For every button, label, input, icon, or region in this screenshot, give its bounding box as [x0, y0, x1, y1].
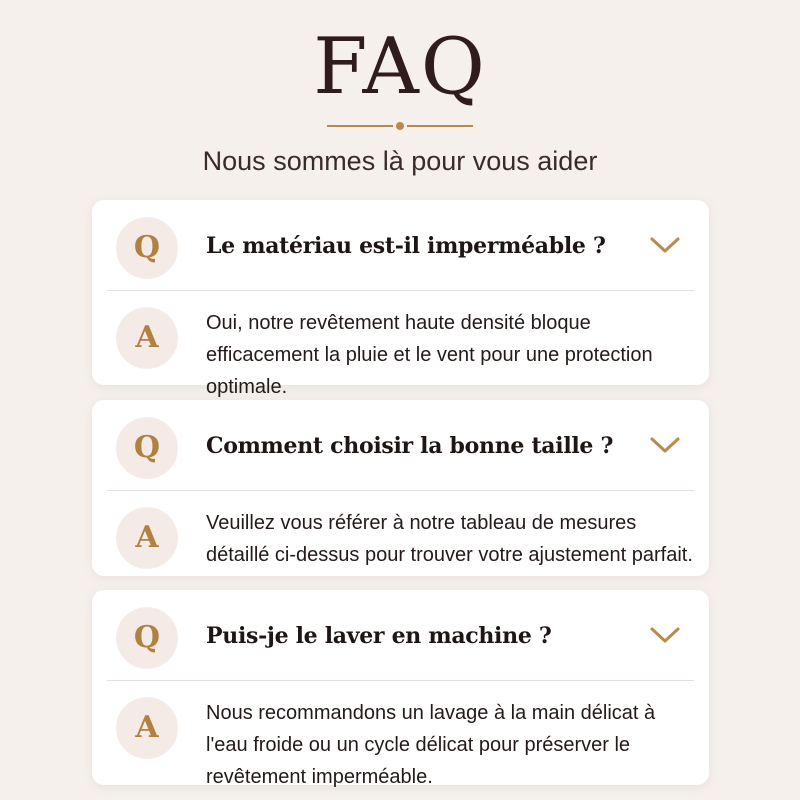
divider-dot [396, 122, 404, 130]
faq-answer: Oui, notre revêtement haute densité bloque efficacement la pluie et le vent pour une protection optimale. [206, 312, 653, 398]
faq-answer: Veuillez vous référer à notre tableau de mesures détaillé ci-dessus pour trouver votre ajustement parfait. [206, 512, 693, 566]
faq-divider [107, 680, 694, 681]
faq-item [92, 590, 709, 788]
chevron-down-icon[interactable] [649, 235, 681, 255]
faq-item [92, 400, 709, 576]
answer-badge: A [116, 507, 178, 569]
chevron-down-icon[interactable] [649, 625, 681, 645]
title-divider [327, 121, 473, 131]
question-badge: Q [116, 607, 178, 669]
question-badge: Q [116, 217, 178, 279]
divider-line-right [407, 125, 473, 127]
faq-question: Comment choisir la bonne taille ? [206, 433, 614, 459]
faq-item [92, 200, 709, 398]
faq-question-row[interactable] [92, 200, 709, 290]
answer-badge: A [116, 697, 178, 759]
faq-question: Puis-je le laver en machine ? [206, 623, 552, 649]
page-title: FAQ [313, 22, 487, 112]
chevron-down-icon[interactable] [649, 435, 681, 455]
faq-divider [107, 290, 694, 291]
faq-question-row[interactable] [92, 590, 709, 680]
question-badge: Q [116, 417, 178, 479]
divider-line-left [327, 125, 393, 127]
faq-divider [107, 490, 694, 491]
faq-question: Le matériau est-il imperméable ? [206, 233, 606, 259]
page-subtitle: Nous sommes là pour vous aider [202, 146, 598, 176]
faq-question-row[interactable] [92, 400, 709, 490]
faq-answer: Nous recommandons un lavage à la main délicat à l'eau froide ou un cycle délicat pour préserver le revêtement imperméable. [206, 702, 656, 788]
answer-badge: A [116, 307, 178, 369]
